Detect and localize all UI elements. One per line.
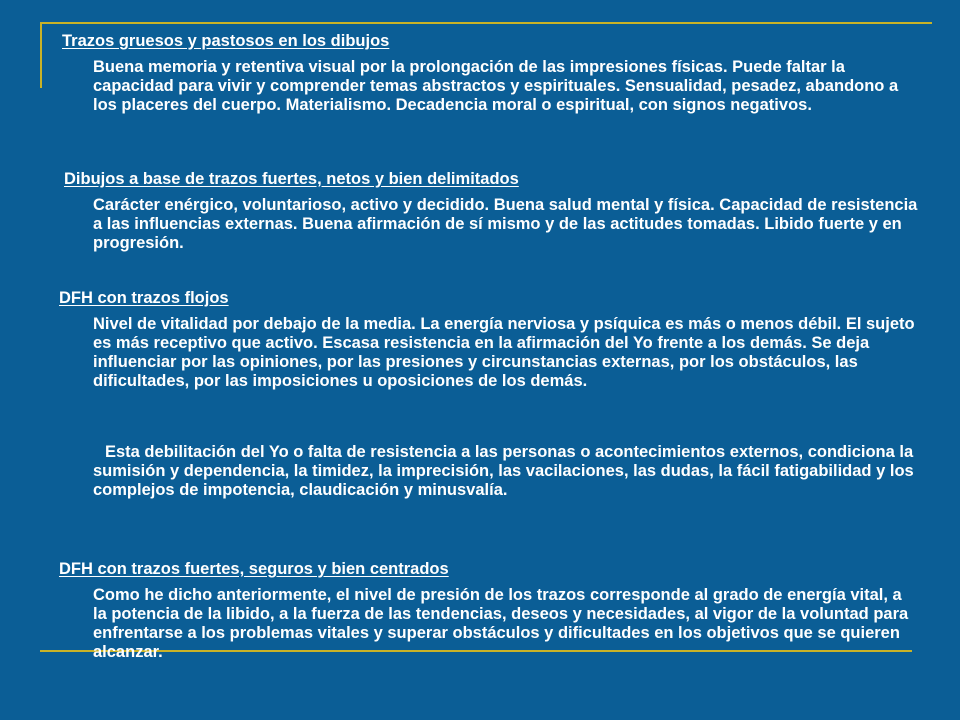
section-heading-trazos-fuertes-seguros: DFH con trazos fuertes, seguros y bien centrados [59,560,449,578]
section-paragraph-trazos-flojos-1: Nivel de vitalidad por debajo de la media. La energía nerviosa y psíquica es más o menos débil. El sujeto es más receptivo que activo. Escasa resistencia en la afirmación del Yo frente a los demás. Se deja influenciar por las opiniones, por las presiones y circunstancias externas, por los obstáculos, las dificultades, por las imposiciones u oposiciones de los demás. [93,315,915,390]
section-paragraph-trazos-flojos-2: Esta debilitación del Yo o falta de resistencia a las personas o acontecimientos externos, condiciona la sumisión y dependencia, la timidez, la imprecisión, las vacilaciones, las dudas, la fácil fatigabilidad y los complejos de impotencia, claudicación y minusvalía. [93,443,914,499]
section-heading-trazos-fuertes-netos: Dibujos a base de trazos fuertes, netos y bien delimitados [64,170,519,188]
section-paragraph-trazos-gruesos: Buena memoria y retentiva visual por la prolongación de las impresiones físicas. Puede faltar la capacidad para vivir y comprender temas abstractos y espirituales. Sensualidad, pesadez, abandono a los placeres del cuerpo. Materialismo. Decadencia moral o espiritual, con signos negativos. [93,58,899,114]
section-heading-trazos-gruesos: Trazos gruesos y pastosos en los dibujos [62,32,390,50]
section-paragraph-trazos-fuertes-seguros: Como he dicho anteriormente, el nivel de presión de los trazos corresponde al grado de energía vital, a la potencia de la libido, a la fuerza de las tendencias, deseos y necesidades, al vigor de la voluntad para enfrentarse a los problemas vitales y superar obstáculos y dificultades en los objetivos que se quieren alcanzar. [93,586,909,661]
section-paragraph-trazos-fuertes-netos: Carácter enérgico, voluntarioso, activo y decidido. Buena salud mental y física. Capacidad de resistencia a las influencias externas. Buena afirmación de sí mismo y de las actitudes tomadas. Libido fuerte y en progresión. [93,196,918,252]
section-heading-trazos-flojos: DFH con trazos flojos [59,289,229,307]
